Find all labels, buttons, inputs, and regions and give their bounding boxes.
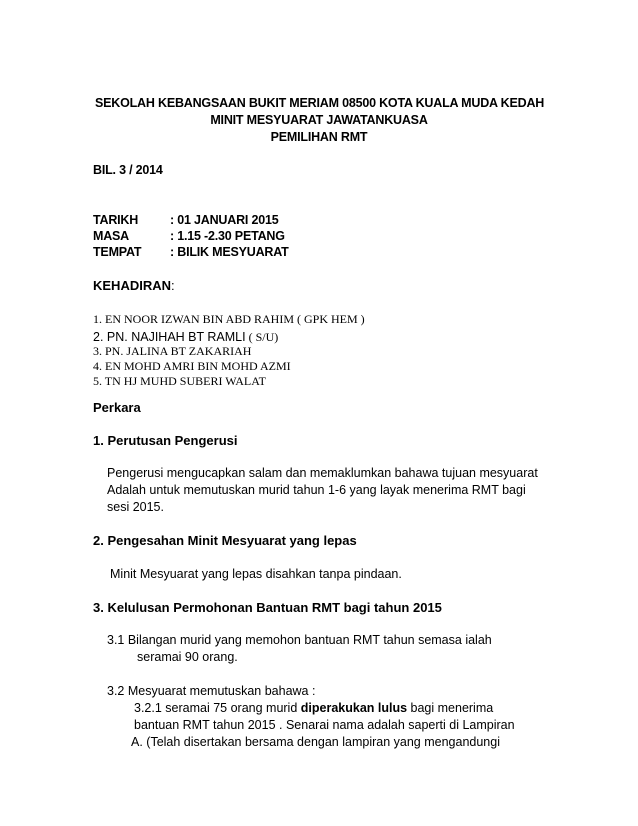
committee-title: PEMILIHAN RMT: [270, 130, 368, 144]
attendee-1: 1. EN NOOR IZWAN BIN ABD RAHIM ( GPK HEM ): [93, 312, 365, 326]
attendee-5: 5. TN HJ MUHD SUBERI WALAT: [93, 374, 266, 388]
attendee-2-role: ( S/U): [245, 330, 279, 344]
time-value: : 1.15 -2.30 PETANG: [170, 229, 285, 243]
agenda-heading: Perkara: [93, 400, 141, 415]
attendee-2-name: 2. PN. NAJIHAH BT RAMLI: [93, 330, 246, 344]
venue-value: : BILIK MESYUARAT: [170, 245, 289, 259]
meeting-number: BIL. 3 / 2014: [93, 163, 163, 177]
item-3-2-1-approved: diperakukan lulus: [300, 701, 408, 715]
item-3-2-1-pre: 3.2.1 seramai 75 orang murid: [134, 701, 301, 715]
section-1-title: 1. Perutusan Pengerusi: [93, 433, 238, 448]
section-2-line: Minit Mesyuarat yang lepas disahkan tanpa pindaan.: [110, 567, 402, 581]
attendee-3: 3. PN. JALINA BT ZAKARIAH: [93, 344, 252, 358]
item-3-2: 3.2 Mesyuarat memutuskan bahawa :: [107, 684, 316, 698]
item-3-2-1-post: bagi menerima: [407, 701, 494, 715]
attendance-colon: :: [171, 278, 175, 293]
attendee-4: 4. EN MOHD AMRI BIN MOHD AZMI: [93, 359, 291, 373]
school-header: SEKOLAH KEBANGSAAN BUKIT MERIAM 08500 KOTA KUALA MUDA KEDAH: [95, 96, 545, 110]
section-3-title: 3. Kelulusan Permohonan Bantuan RMT bagi tahun 2015: [93, 600, 442, 615]
venue-label: TEMPAT: [93, 245, 142, 259]
section-1-line-3: sesi 2015.: [107, 500, 164, 514]
date-value: : 01 JANUARI 2015: [170, 213, 279, 227]
item-3-1-line-2: seramai 90 orang.: [137, 650, 238, 664]
item-3-2-1-line-2: bantuan RMT tahun 2015 . Senarai nama adalah saperti di Lampiran: [134, 718, 515, 732]
attendance-heading: [93, 278, 175, 293]
item-3-2-1-line-1: [134, 701, 493, 715]
date-label: TARIKH: [93, 213, 139, 227]
minutes-title: MINIT MESYUARAT JAWATANKUASA: [210, 113, 428, 127]
attendance-label: KEHADIRAN: [93, 278, 171, 293]
time-label: MASA: [93, 229, 130, 243]
section-1-line-2: Adalah untuk memutuskan murid tahun 1-6 yang layak menerima RMT bagi: [107, 483, 526, 497]
item-3-1-line-1: 3.1 Bilangan murid yang memohon bantuan RMT tahun semasa ialah: [107, 633, 492, 647]
item-3-2-1-line-3: A. (Telah disertakan bersama dengan lampiran yang mengandungi: [131, 735, 500, 749]
section-1-line-1: Pengerusi mengucapkan salam dan memaklumkan bahawa tujuan mesyuarat: [107, 466, 538, 480]
section-2-title: 2. Pengesahan Minit Mesyuarat yang lepas: [93, 533, 357, 548]
